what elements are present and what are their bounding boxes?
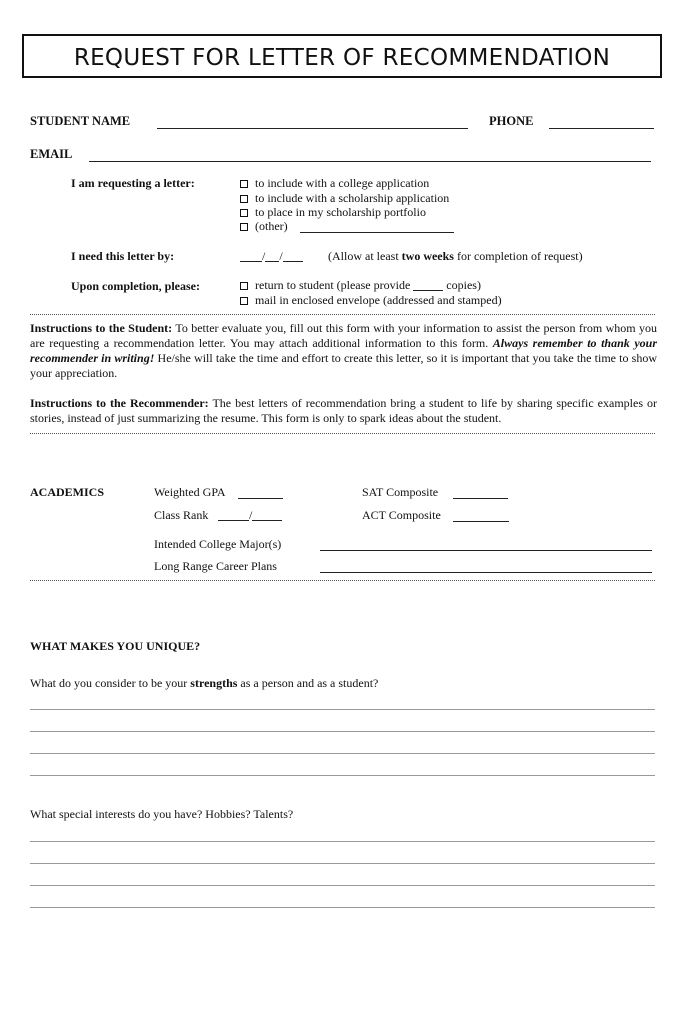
divider (30, 580, 655, 581)
checkbox[interactable] (240, 195, 248, 203)
date-year-field[interactable] (283, 250, 303, 262)
checkbox[interactable] (240, 209, 248, 217)
class-rank-label: Class Rank (154, 508, 209, 522)
phone-label: PHONE (489, 114, 534, 128)
date-month-field[interactable] (240, 250, 262, 262)
student-name-label: STUDENT NAME (30, 114, 131, 128)
checkbox[interactable] (240, 282, 248, 290)
requesting-label: I am requesting a letter: (71, 176, 195, 190)
major-field[interactable] (320, 550, 652, 551)
request-option-scholarship[interactable]: to include with a scholarship application (240, 191, 449, 206)
major-label: Intended College Major(s) (154, 537, 282, 551)
weighted-gpa-field[interactable] (238, 498, 283, 499)
interests-answer-line[interactable] (30, 907, 655, 908)
career-label: Long Range Career Plans (154, 559, 277, 573)
checkbox[interactable] (240, 297, 248, 305)
form-title: REQUEST FOR LETTER OF RECOMMENDATION (73, 45, 611, 71)
student-name-field[interactable] (157, 128, 468, 129)
act-field[interactable] (453, 521, 509, 522)
instructions-student: Instructions to the Student: To better evaluate you, fill out this form with your information to assist the person from whom you are requesting a recommendation letter. You may attach additional information to this form. Always remember to thank your recommender in writing! He/she will take the time and effort to create this letter, so it is important that you take the time to show your appreciation. (30, 321, 658, 380)
request-option-other[interactable]: (other) (240, 219, 288, 234)
phone-field[interactable] (549, 128, 654, 129)
interests-answer-line[interactable] (30, 885, 655, 886)
act-label: ACT Composite (362, 508, 441, 522)
copies-field[interactable] (413, 279, 443, 291)
need-by-label: I need this letter by: (71, 249, 175, 263)
strengths-answer-line[interactable] (30, 731, 655, 732)
other-field[interactable] (300, 232, 454, 233)
checkbox[interactable] (240, 180, 248, 188)
divider (30, 433, 655, 434)
career-field[interactable] (320, 572, 652, 573)
sat-field[interactable] (453, 498, 508, 499)
strengths-answer-line[interactable] (30, 753, 655, 754)
sat-label: SAT Composite (362, 485, 439, 499)
need-by-date[interactable]: / / (240, 249, 303, 264)
unique-heading: WHAT MAKES YOU UNIQUE? (30, 639, 201, 653)
strengths-answer-line[interactable] (30, 709, 655, 710)
title-box (22, 34, 662, 78)
divider (30, 314, 655, 315)
completion-option-return[interactable]: return to student (please provide copies) (240, 278, 481, 293)
request-option-college[interactable]: to include with a college application (240, 176, 429, 191)
weighted-gpa-label: Weighted GPA (154, 485, 226, 499)
completion-option-mail[interactable]: mail in enclosed envelope (addressed and stamped) (240, 293, 502, 308)
date-day-field[interactable] (265, 250, 279, 262)
class-rank-field[interactable]: / (218, 508, 282, 523)
request-option-portfolio[interactable]: to place in my scholarship portfolio (240, 205, 426, 220)
email-field[interactable] (89, 161, 651, 162)
interests-answer-line[interactable] (30, 863, 655, 864)
strengths-answer-line[interactable] (30, 775, 655, 776)
interests-answer-line[interactable] (30, 841, 655, 842)
interests-question: What special interests do you have? Hobbies? Talents? (30, 807, 294, 821)
academics-heading: ACADEMICS (30, 485, 105, 499)
strengths-question: What do you consider to be your strengths as a person and as a student? (30, 676, 379, 690)
checkbox[interactable] (240, 223, 248, 231)
email-label: EMAIL (30, 147, 73, 161)
instructions-recommender: Instructions to the Recommender: The best letters of recommendation bring a student to life by sharing specific examples or stories, instead of just summarizing the resume. This form is only to spark ideas about the student. (30, 396, 657, 425)
need-by-note: (Allow at least two weeks for completion of request) (328, 249, 583, 263)
completion-label: Upon completion, please: (71, 279, 200, 293)
